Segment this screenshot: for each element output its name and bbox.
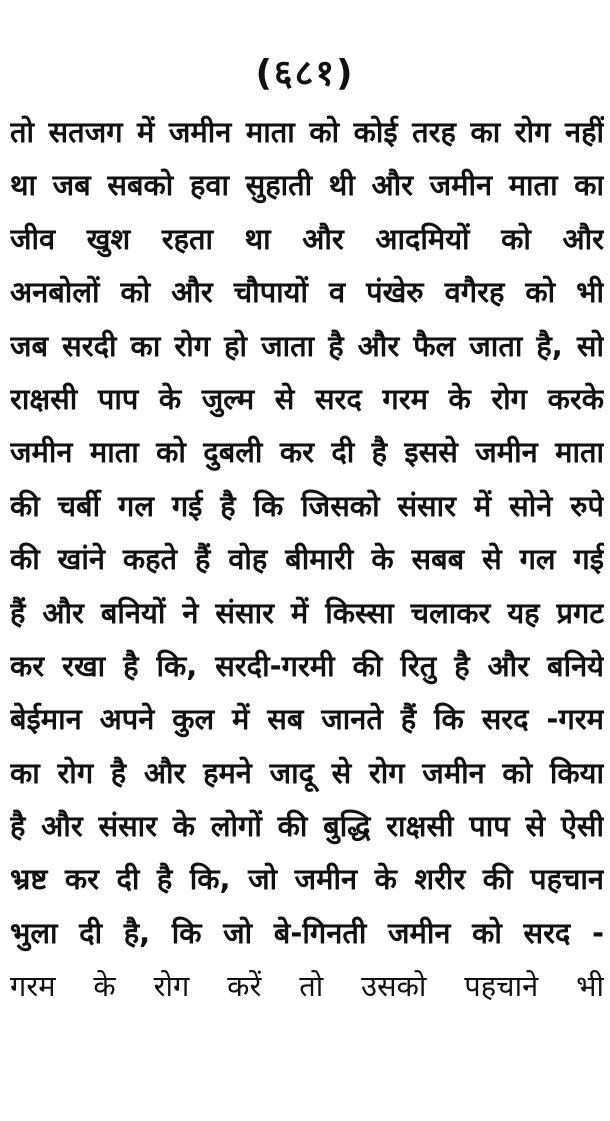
text-line: अनबोलों को और चौपायों व पंखेरु वगैरह को भी bbox=[10, 275, 604, 310]
page-number: (६८१) bbox=[255, 53, 355, 94]
text-line: भ्रष्ट कर दी है कि, जो जमीन के शरीर की पहचान bbox=[10, 862, 604, 897]
text-line: तो सतजग में जमीन माता को कोई तरह का रोग नहीं bbox=[10, 115, 604, 149]
text-line: की चर्बी गल गई है कि जिसको संसार में सोने रुपे bbox=[10, 488, 604, 523]
text-line: बेईमान अपने कुल में सब जानते हैं कि सरद -गरम bbox=[10, 702, 604, 737]
text-line: गरम के रोग करें तो उसको पहचाने भी bbox=[10, 969, 604, 1004]
text-body bbox=[10, 106, 604, 1014]
text-line: हैं और बनियों ने संसार में किस्सा चलाकर यह प्रगट bbox=[10, 595, 604, 630]
text-line: था जब सबको हवा सुहाती थी और जमीन माता का bbox=[10, 168, 604, 203]
text-line: की खांने कहते हैं वोह बीमारी के सबब से गल गई bbox=[10, 542, 604, 577]
text-line: जीव खुश रहता था और आदमियों को और bbox=[10, 221, 604, 256]
text-line: जमीन माता को दुबली कर दी है इससे जमीन माता bbox=[10, 435, 604, 470]
text-line: राक्षसी पाप के जुल्म से सरद गरम के रोग करके bbox=[10, 381, 604, 416]
text-line: भुला दी है, कि जो बे-गिनती जमीन को सरद - bbox=[10, 915, 604, 950]
text-line: जब सरदी का रोग हो जाता है और फैल जाता है, सो bbox=[10, 328, 604, 363]
text-line: कर रखा है कि, सरदी-गरमी की रितु है और बनिये bbox=[10, 648, 604, 683]
text-line: है और संसार के लोगों की बुद्धि राक्षसी पाप से ऐसी bbox=[10, 809, 604, 844]
text-line: का रोग है और हमने जादू से रोग जमीन को किया bbox=[10, 755, 604, 790]
